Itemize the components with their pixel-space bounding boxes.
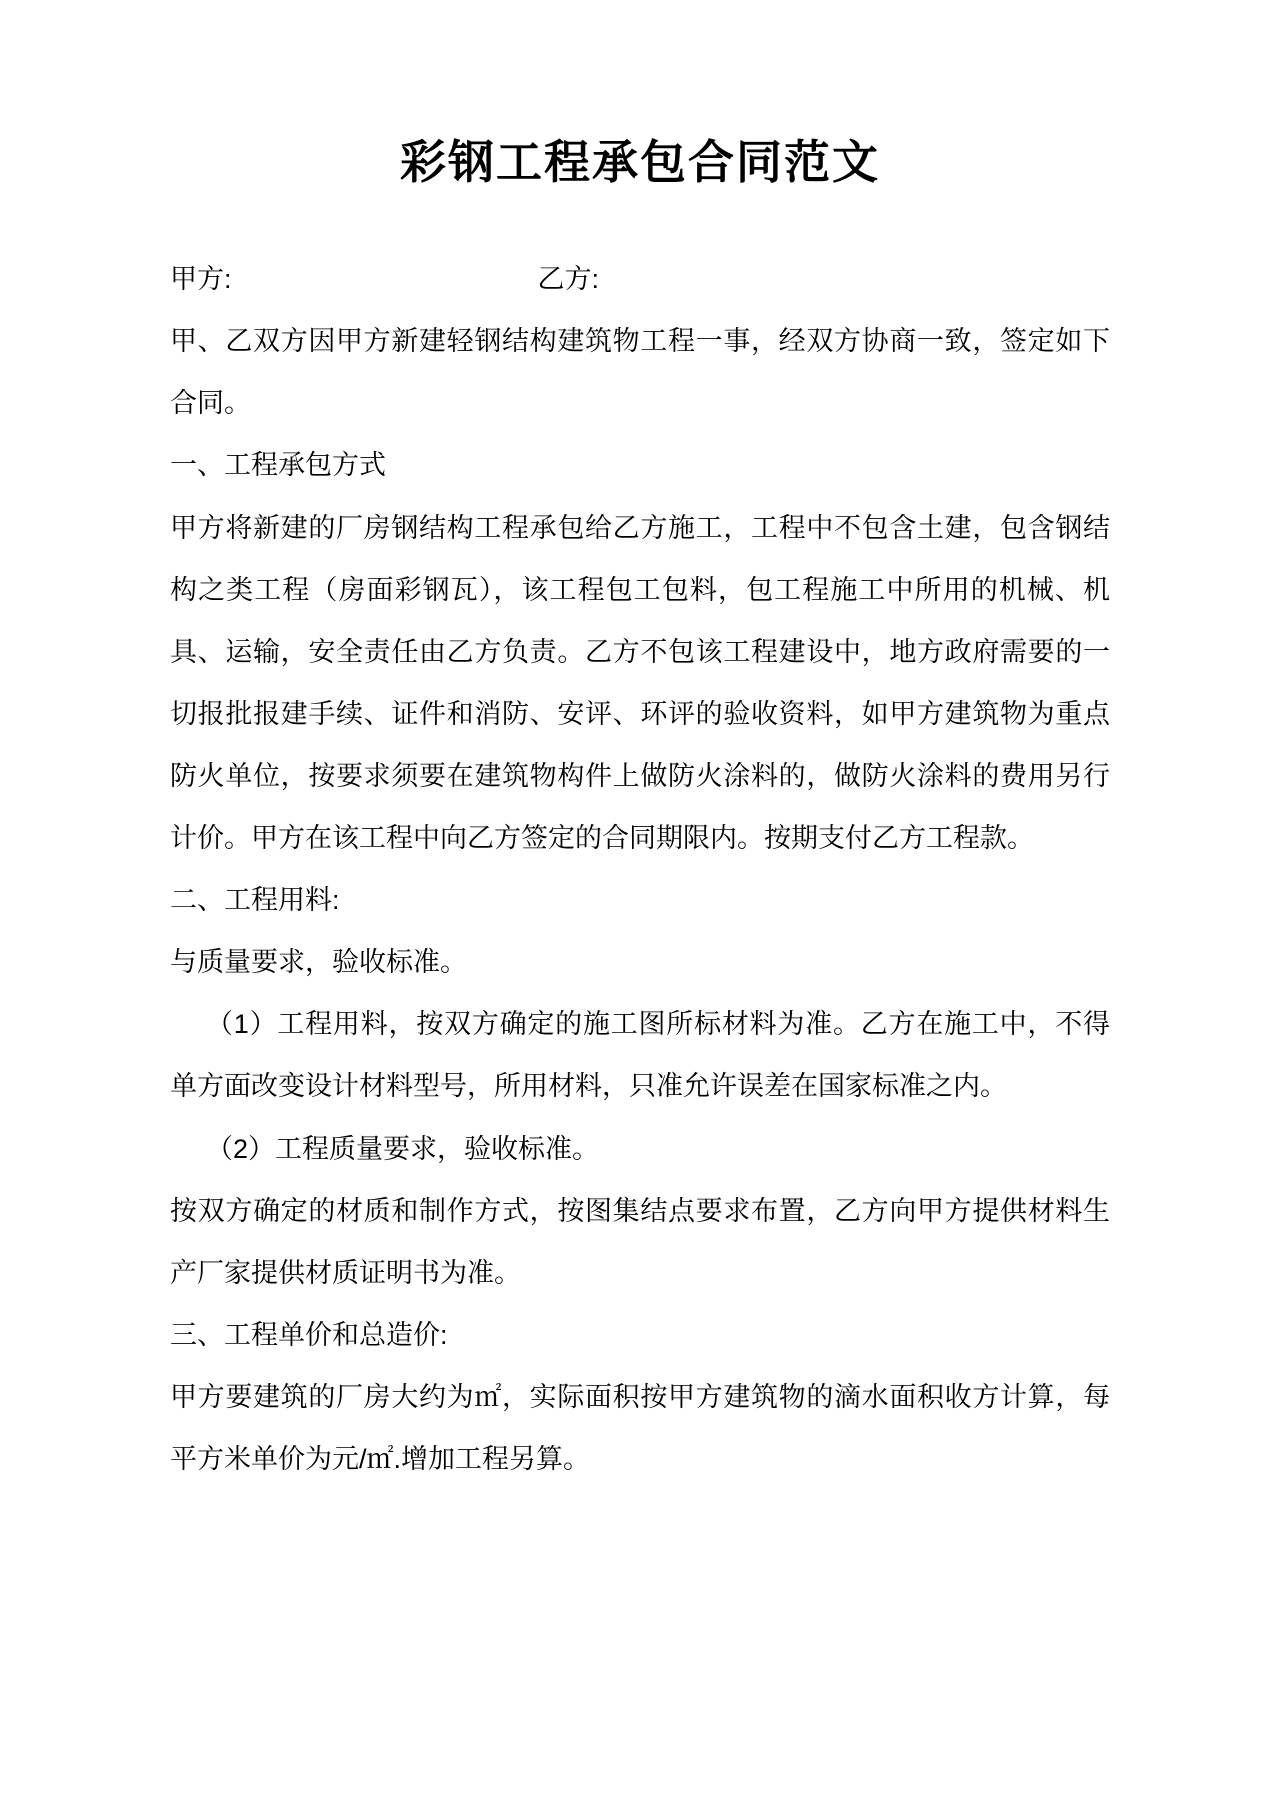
party-a-label: 甲方:: [170, 264, 232, 295]
section-heading-2: 二、工程用料:: [170, 885, 340, 916]
parties-row: [170, 248, 1110, 310]
document-title: 彩钢工程承包合同范文: [400, 136, 880, 188]
paragraph-section-2-subtitle: 与质量要求，验收标准。: [170, 947, 467, 978]
paragraph-section-3-body: 甲方要建筑的厂房大约为㎡，实际面积按甲方建筑物的滴水面积收方计算，每平方米单价为元/㎡.增加工程另算。: [170, 1381, 1110, 1474]
paragraph-item-1: （1）工程用料，按双方确定的施工图所标材料为准。乙方在施工中，不得单方面改变设计材料型号，所用材料，只准允许误差在国家标准之内。: [170, 1009, 1110, 1102]
paragraph-item-2: （2）工程质量要求，验收标准。: [206, 1133, 600, 1164]
paragraph-section-2-body: 按双方确定的材质和制作方式，按图集结点要求布置，乙方向甲方提供材料生产厂家提供材质证明书为准。: [170, 1195, 1110, 1288]
section-heading-1: 一、工程承包方式: [170, 450, 386, 481]
paragraph-intro: 甲、乙双方因甲方新建轻钢结构建筑物工程一事，经双方协商一致，签定如下合同。: [170, 326, 1110, 419]
paragraph-section-1-body: 甲方将新建的厂房钢结构工程承包给乙方施工，工程中不包含土建，包含钢结构之类工程（房面彩钢瓦），该工程包工包料，包工程施工中所用的机械、机具、运输，安全责任由乙方负责。乙方不包该工程建设中，地方政府需要的一切报批报建手续、证件和消防、安评、环评的验收资料，如甲方建筑物为重点防火单位，按要求须要在建筑物构件上做防火涂料的，做防火涂料的费用另行计价。甲方在该工程中向乙方签定的合同期限内。按期支付乙方工程款。: [170, 512, 1110, 854]
section-heading-3: 三、工程单价和总造价:: [170, 1319, 448, 1350]
party-b-label: 乙方:: [537, 264, 600, 295]
